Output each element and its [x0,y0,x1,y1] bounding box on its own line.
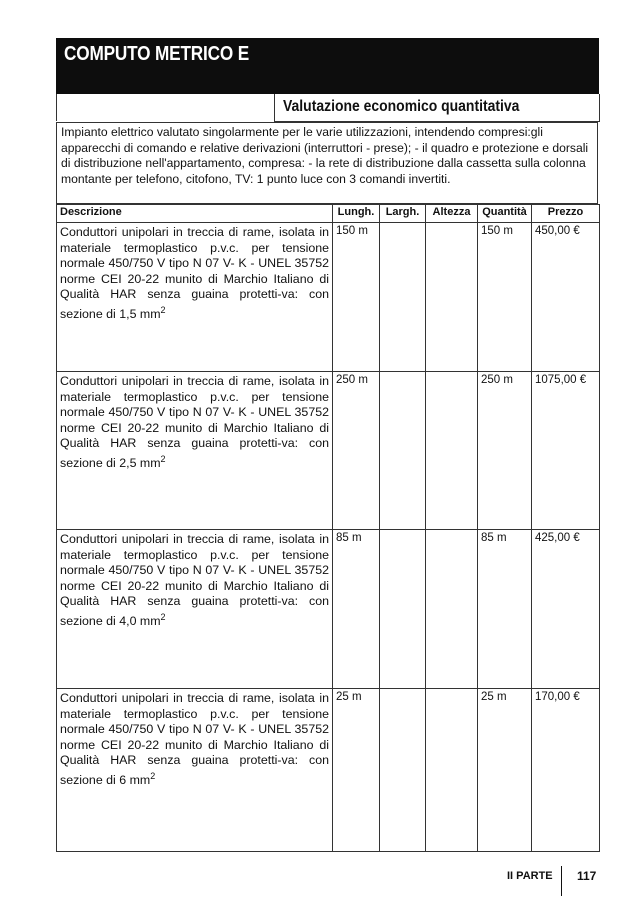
descrizione-text: Conduttori unipolari in treccia di rame, isolata in materiale termoplastico p.v.c. per tensione normale 450/750 V tipo N 07 V- K - UNEL 35752 norme CEI 20-22 munito di Marchio Italiano di Qualità HAR senza guaina protetti-va: con sezione di 6 mm [60,691,329,788]
table-row [57,223,600,372]
subtitle: Valutazione economico quantitativa [283,98,520,115]
quantita-cell: 150 m [478,223,532,372]
lungh-cell: 150 m [333,223,380,372]
subtitle-spacer [56,94,275,121]
largh-cell [380,530,426,689]
unit-exponent: 2 [160,611,166,622]
estimate-table [56,204,600,852]
column-header-prezzo: Prezzo [532,205,600,223]
lungh-cell: 25 m [333,689,380,852]
descrizione-text: Conduttori unipolari in treccia di rame, isolata in materiale termoplastico p.v.c. per tensione normale 450/750 V tipo N 07 V- K - UNEL 35752 norme CEI 20-22 munito di Marchio Italiano di Qualità HAR senza guaina protetti-va: con sezione di 2,5 mm [60,374,329,471]
unit-exponent: 2 [160,453,166,464]
intro-text: Impianto elettrico valutato singolarmente per le varie utilizzazioni, intendendo compresi:gli apparecchi di comando e relative derivazioni (interruttori - prese); - il quadro e protezione e dorsali di distribuzione nell'appartamento, compresa: - la rete di distribuzione dalla cassetta sulla colonna montante per telefono, citofono, TV: 1 punto luce con 3 comandi invertiti. [61,125,589,186]
quantita-cell: 250 m [478,372,532,530]
descrizione-text: Conduttori unipolari in treccia di rame, isolata in materiale termoplastico p.v.c. per tensione normale 450/750 V tipo N 07 V- K - UNEL 35752 norme CEI 20-22 munito di Marchio Italiano di Qualità HAR senza guaina protetti-va: con sezione di 4,0 mm [60,532,329,629]
altezza-cell [426,689,478,852]
column-header-descrizione: Descrizione [57,205,333,223]
descrizione-cell [57,530,333,689]
intro-box [56,122,598,204]
prezzo-cell: 425,00 € [532,530,600,689]
section-title: COMPUTO METRICO E [64,43,250,65]
page-number: 117 [577,869,597,883]
table-row [57,372,600,530]
footer-part-label: II PARTE [507,870,553,882]
largh-cell [380,372,426,530]
quantita-cell: 25 m [478,689,532,852]
descrizione-cell [57,689,333,852]
table-row [57,689,600,852]
largh-cell [380,223,426,372]
prezzo-cell: 170,00 € [532,689,600,852]
prezzo-cell: 1075,00 € [532,372,600,530]
descrizione-cell [57,223,333,372]
descrizione-text: Conduttori unipolari in treccia di rame, isolata in materiale termoplastico p.v.c. per tensione normale 450/750 V tipo N 07 V- K - UNEL 35752 norme CEI 20-22 munito di Marchio Italiano di Qualità HAR senza guaina protetti-va: con sezione di 1,5 mm [60,225,329,322]
column-header-largh: Largh. [380,205,426,223]
altezza-cell [426,530,478,689]
unit-exponent: 2 [150,770,156,781]
column-header-lungh: Lungh. [333,205,380,223]
altezza-cell [426,223,478,372]
quantita-cell: 85 m [478,530,532,689]
largh-cell [380,689,426,852]
lungh-cell: 250 m [333,372,380,530]
footer-divider [561,866,562,896]
lungh-cell: 85 m [333,530,380,689]
unit-exponent: 2 [160,304,166,315]
subtitle-box [274,94,600,122]
column-header-altezza: Altezza [426,205,478,223]
column-header-quantita: Quantità [478,205,532,223]
prezzo-cell: 450,00 € [532,223,600,372]
descrizione-cell [57,372,333,530]
table-header-row [57,205,600,223]
table-row [57,530,600,689]
altezza-cell [426,372,478,530]
section-header [56,38,599,94]
